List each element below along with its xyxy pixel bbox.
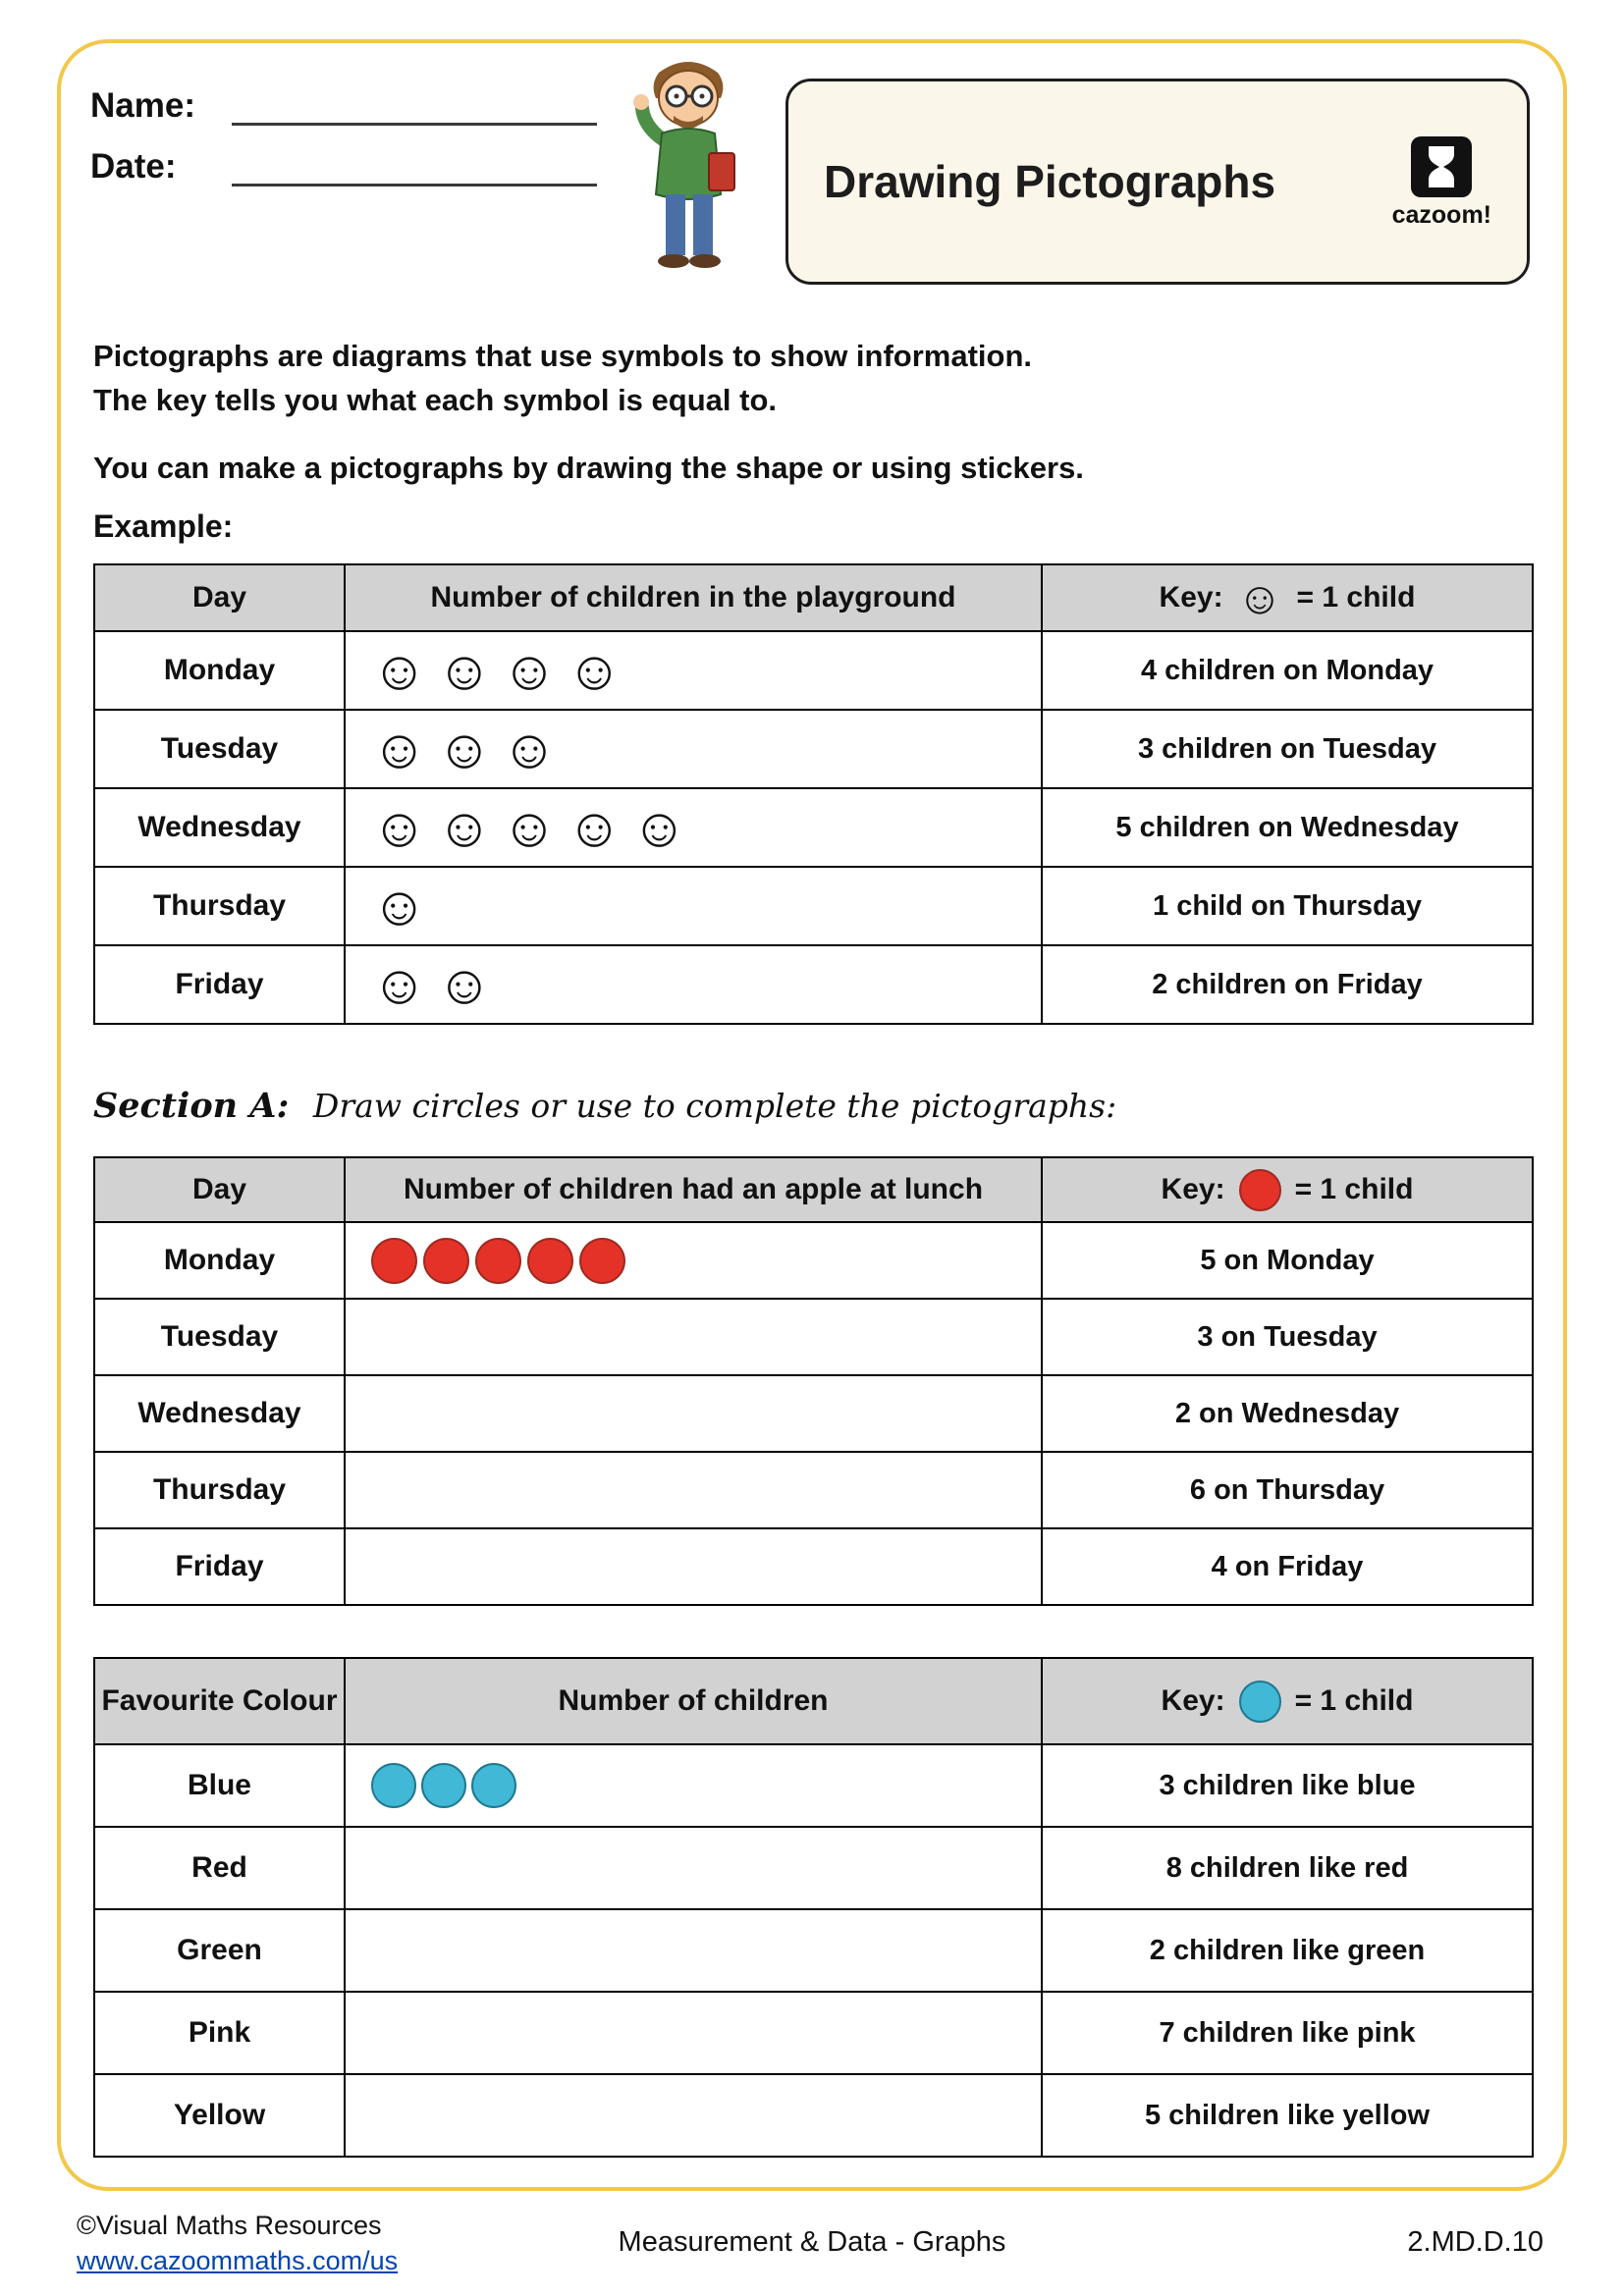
row-label: Wednesday [94,1375,345,1452]
key-value: = 1 child [1294,1173,1414,1205]
name-input-line[interactable] [232,88,597,126]
symbols-header: Number of children had an apple at lunch [345,1157,1042,1222]
symbols-cell [345,631,1042,710]
table-row [94,1222,1533,1299]
table-row [94,1375,1533,1452]
key-header [1042,564,1533,631]
table-row [94,1452,1533,1528]
intro-line-3: You can make a pictographs by drawing the shape or using stickers. [93,451,1084,485]
smiley-key-icon: ☺ [1236,572,1283,623]
smiley-icon: ☺ [371,875,428,936]
table-row [94,1909,1533,1992]
row-label: Tuesday [94,710,345,788]
teacher-svg [615,45,762,295]
table-row [94,867,1533,945]
row-label: Thursday [94,867,345,945]
key-label: Key: [1159,581,1223,614]
table-header-row [94,564,1533,631]
table-header-row [94,1157,1533,1222]
hourglass-icon [1409,134,1474,199]
table-header-row [94,1658,1533,1744]
row-note: 5 children on Wednesday [1042,788,1533,867]
smiley-icon: ☺ [436,639,493,701]
colour-header: Favourite Colour [94,1658,345,1744]
table-row [94,1827,1533,1909]
smiley-icon: ☺ [436,796,493,858]
name-field [90,86,597,126]
row-note: 2 on Wednesday [1042,1375,1533,1452]
row-note: 3 children on Tuesday [1042,710,1533,788]
symbols-cell[interactable] [345,1528,1042,1605]
title-box [785,79,1530,285]
cyan-circle-icon [471,1763,516,1808]
symbols-cell[interactable] [345,1299,1042,1375]
smiley-icon: ☺ [501,718,558,779]
row-label: Tuesday [94,1299,345,1375]
symbols-cell[interactable] [345,1992,1042,2074]
page-title: Drawing Pictographs [824,156,1276,207]
row-note: 2 children on Friday [1042,945,1533,1024]
key-label: Key: [1161,1684,1225,1717]
row-note: 1 child on Thursday [1042,867,1533,945]
symbols-header: Number of children in the playground [345,564,1042,631]
smiley-icon: ☺ [371,639,428,701]
footer-category: Measurement & Data - Graphs [618,2226,1006,2258]
table-row [94,1744,1533,1827]
row-note: 4 children on Monday [1042,631,1533,710]
apple-table [93,1156,1534,1606]
cyan-circle-icon [371,1763,416,1808]
symbols-cell [345,867,1042,945]
red-circle-icon [371,1238,417,1284]
symbols-cell[interactable] [345,1827,1042,1909]
smiley-icon: ☺ [566,639,623,701]
symbols-cell[interactable] [345,1222,1042,1299]
table-row [94,2074,1533,2157]
row-label: Wednesday [94,788,345,867]
smiley-icon: ☺ [501,796,558,858]
row-note: 8 children like red [1042,1827,1533,1909]
key-value: = 1 child [1294,1684,1414,1717]
smiley-icon: ☺ [566,796,623,858]
table-row [94,1299,1533,1375]
table-row [94,788,1533,867]
red-circle-icon [475,1238,521,1284]
colour-table [93,1657,1534,2158]
row-note: 3 children like blue [1042,1744,1533,1827]
section-a-instruction: Draw circles or use to complete the pictographs: [312,1087,1117,1125]
cyan-circle-icon [421,1763,466,1808]
key-value: = 1 child [1296,581,1416,614]
row-label: Blue [94,1744,345,1827]
example-label: Example: [93,508,234,544]
section-a-heading [93,1086,1116,1126]
row-note: 7 children like pink [1042,1992,1533,2074]
symbols-cell[interactable] [345,1909,1042,1992]
section-a-label: Section A: [93,1086,290,1126]
logo-text: cazoom! [1391,200,1491,229]
row-note: 5 on Monday [1042,1222,1533,1299]
smiley-icon: ☺ [371,718,428,779]
red-circle-key-icon [1239,1169,1281,1211]
row-label: Thursday [94,1452,345,1528]
row-label: Friday [94,1528,345,1605]
row-note: 4 on Friday [1042,1528,1533,1605]
table-row [94,1528,1533,1605]
red-circle-icon [423,1238,469,1284]
key-label: Key: [1161,1173,1225,1205]
smiley-icon: ☺ [371,796,428,858]
key-header [1042,1157,1533,1222]
footer-standard-code: 2.MD.D.10 [1407,2226,1543,2258]
name-label: Name: [90,86,195,125]
smiley-icon: ☺ [630,796,687,858]
row-label: Friday [94,945,345,1024]
smiley-icon: ☺ [436,953,493,1015]
symbols-header: Number of children [345,1658,1042,1744]
intro-paragraph [93,334,1032,422]
table-row [94,945,1533,1024]
symbols-cell [345,788,1042,867]
date-label: Date: [90,147,177,186]
red-circle-icon [527,1238,573,1284]
smiley-icon: ☺ [371,953,428,1015]
row-note: 6 on Thursday [1042,1452,1533,1528]
symbols-cell[interactable] [345,1744,1042,1827]
row-note: 3 on Tuesday [1042,1299,1533,1375]
day-header: Day [94,1157,345,1222]
symbols-cell [345,710,1042,788]
cazoom-logo [1392,134,1491,230]
table-row [94,710,1533,788]
row-label: Green [94,1909,345,1992]
cyan-circle-key-icon [1239,1681,1281,1723]
row-label: Red [94,1827,345,1909]
symbols-cell[interactable] [345,1375,1042,1452]
row-note: 5 children like yellow [1042,2074,1533,2157]
key-header [1042,1658,1533,1744]
smiley-icon: ☺ [436,718,493,779]
footer-link[interactable]: www.cazoommaths.com/us [77,2246,399,2275]
teacher-illustration [615,45,762,300]
date-field [90,147,597,187]
row-label: Monday [94,631,345,710]
row-label: Yellow [94,2074,345,2157]
intro-line-1: Pictographs are diagrams that use symbols to show information. [93,339,1033,373]
example-table [93,563,1534,1025]
day-header: Day [94,564,345,631]
date-input-line[interactable] [232,149,597,187]
symbols-cell[interactable] [345,2074,1042,2157]
table-row [94,1992,1533,2074]
smiley-icon: ☺ [501,639,558,701]
intro-line-2: The key tells you what each symbol is equal to. [93,383,777,417]
row-label: Pink [94,1992,345,2074]
row-label: Monday [94,1222,345,1299]
symbols-cell[interactable] [345,1452,1042,1528]
row-note: 2 children like green [1042,1909,1533,1992]
red-circle-icon [579,1238,625,1284]
footer-copyright: ©Visual Maths Resources [77,2211,382,2240]
symbols-cell [345,945,1042,1024]
name-date-block [90,86,597,208]
table-row [94,631,1533,710]
